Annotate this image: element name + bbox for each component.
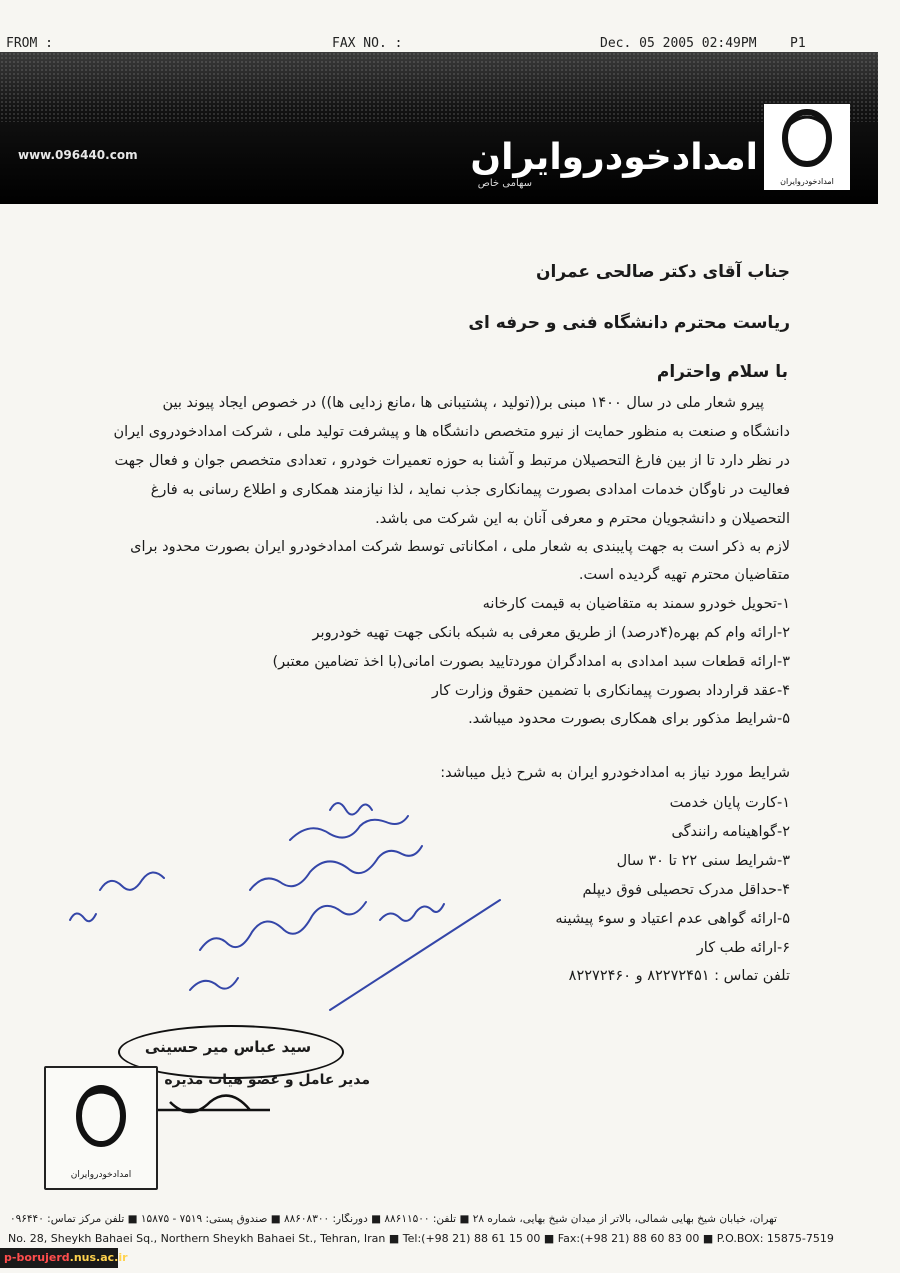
benefit-item: ۵-شرایط مذکور برای همکاری بصورت محدود میباشد. — [468, 711, 790, 727]
benefit-item: ۳-ارائه قطعات سبد امدادی به امدادگران موردتایید بصورت امانی(با اخذ تضامین معتبر) — [272, 654, 790, 670]
body-line: دانشگاه و صنعت به منظور حمایت از نیرو متخصص دانشگاه ها و پیشرفت تولید ملی ، شرکت امدادخودروی ایران — [113, 424, 790, 440]
signature-scribble — [150, 1090, 280, 1130]
signatory-name: سید عباس میر حسینی — [144, 1038, 312, 1056]
recipient-title: ریاست محترم دانشگاه فنی و حرفه ای — [468, 313, 790, 333]
footer-address-fa: تهران، خیابان شیخ بهایی شمالی، بالاتر از میدان شیخ بهایی، شماره ۲۸ ■ تلفن: ۸۸۶۱۱۵۰۰ ■ دورنگار: ۸۸۶۰۸۳۰۰ ■ صندوق پستی: ۷۵۱۹ - ۱۵۸۷۵ ■ تلفن مرکز تماس: ۰۹۶۴۴۰ — [10, 1213, 777, 1225]
company-website: www.096440.com — [18, 148, 138, 162]
requirements-title: شرایط مورد نیاز به امدادخودرو ایران به شرح ذیل میباشد: — [440, 765, 790, 781]
body-line: در نظر دارد تا از بین فارغ التحصیلان مرتبط و آشنا به حوزه تعمیرات خودرو ، تعدادی متخصص جوان و فعال جهت — [114, 453, 790, 469]
logo-caption: امدادخودروایران — [780, 177, 834, 186]
body-line: متقاضیان محترم تهیه گردیده است. — [578, 567, 790, 583]
greeting: با سلام واحترام — [656, 362, 788, 382]
banner-texture — [0, 52, 878, 122]
watermark-site: p-borujerd — [4, 1251, 70, 1264]
handwritten-note — [40, 780, 510, 1020]
body-line: لازم به ذکر است به جهت پایبندی به شعار ملی ، امکاناتی توسط شرکت امدادخودرو ایران بصورت محدود برای — [130, 539, 790, 555]
requirement-item: ۱-کارت پایان خدمت — [669, 795, 790, 811]
company-type: سهامی خاص — [477, 178, 532, 189]
signatory-title: مدیر عامل و عضو هیات مدیره — [164, 1072, 370, 1088]
footer-address-en: No. 28, Sheykh Bahaei Sq., Northern Sheykh Bahaei St., Tehran, Iran ■ Tel:(+98 21) 88 61 15 00 ■ Fax:(+98 21) 88 60 83 00 ■ P.O.BOX: 15875-7519 — [8, 1232, 834, 1245]
logo-ring-icon — [764, 104, 850, 174]
benefit-item: ۲-ارائه وام کم بهره(۴درصد) از طریق معرفی به شبکه بانکی جهت تهیه خودروبر — [312, 625, 790, 641]
letterhead-banner — [0, 52, 878, 204]
body-line: پیرو شعار ملی در سال ۱۴۰۰ مبنی بر((تولید ، پشتیبانی ها ،مانع زدایی ها)) در خصوص ایجاد پیوند بین — [162, 395, 764, 411]
body-line: التحصیلان و دانشجویان محترم و معرفی آنان به این شرکت می باشد. — [375, 511, 790, 527]
stamp-logo-icon — [46, 1068, 156, 1158]
contact-phone: تلفن تماس : ۸۲۲۷۲۴۵۱ و ۸۲۲۷۲۴۶۰ — [568, 968, 790, 984]
watermark-domain: .nus.ac.ir — [69, 1251, 128, 1264]
recipient-name: جناب آقای دکتر صالحی عمران — [536, 262, 790, 282]
requirement-item: ۶-ارائه طب کار — [696, 940, 790, 956]
fax-page: P1 — [790, 36, 806, 51]
requirement-item: ۳-شرایط سنی ۲۲ تا ۳۰ سال — [616, 853, 790, 869]
requirement-item: ۴-حداقل مدرک تحصیلی فوق دیپلم — [582, 882, 790, 898]
fax-from: FROM : — [6, 36, 53, 51]
requirement-item: ۲-گواهینامه رانندگی — [671, 824, 790, 840]
stamp-caption: امدادخودروایران — [70, 1170, 132, 1180]
fax-number: FAX NO. : — [332, 36, 403, 51]
benefit-item: ۴-عقد قرارداد بصورت پیمانکاری با تضمین حقوق وزارت کار — [431, 683, 790, 699]
requirement-item: ۵-ارائه گواهی عدم اعتیاد و سوء پیشینه — [555, 911, 790, 927]
company-logo — [764, 104, 850, 190]
site-watermark — [0, 1248, 128, 1268]
body-line: فعالیت در ناوگان خدمات امدادی بصورت پیمانکاری جذب نماید ، لذا نیازمند همکاری و اطلاع رسانی به فارغ — [150, 482, 790, 498]
company-stamp — [44, 1066, 158, 1190]
company-name: امدادخودروایران — [470, 137, 758, 178]
fax-datetime: Dec. 05 2005 02:49PM — [600, 36, 757, 51]
benefit-item: ۱-تحویل خودرو سمند به متقاضیان به قیمت کارخانه — [482, 596, 790, 612]
